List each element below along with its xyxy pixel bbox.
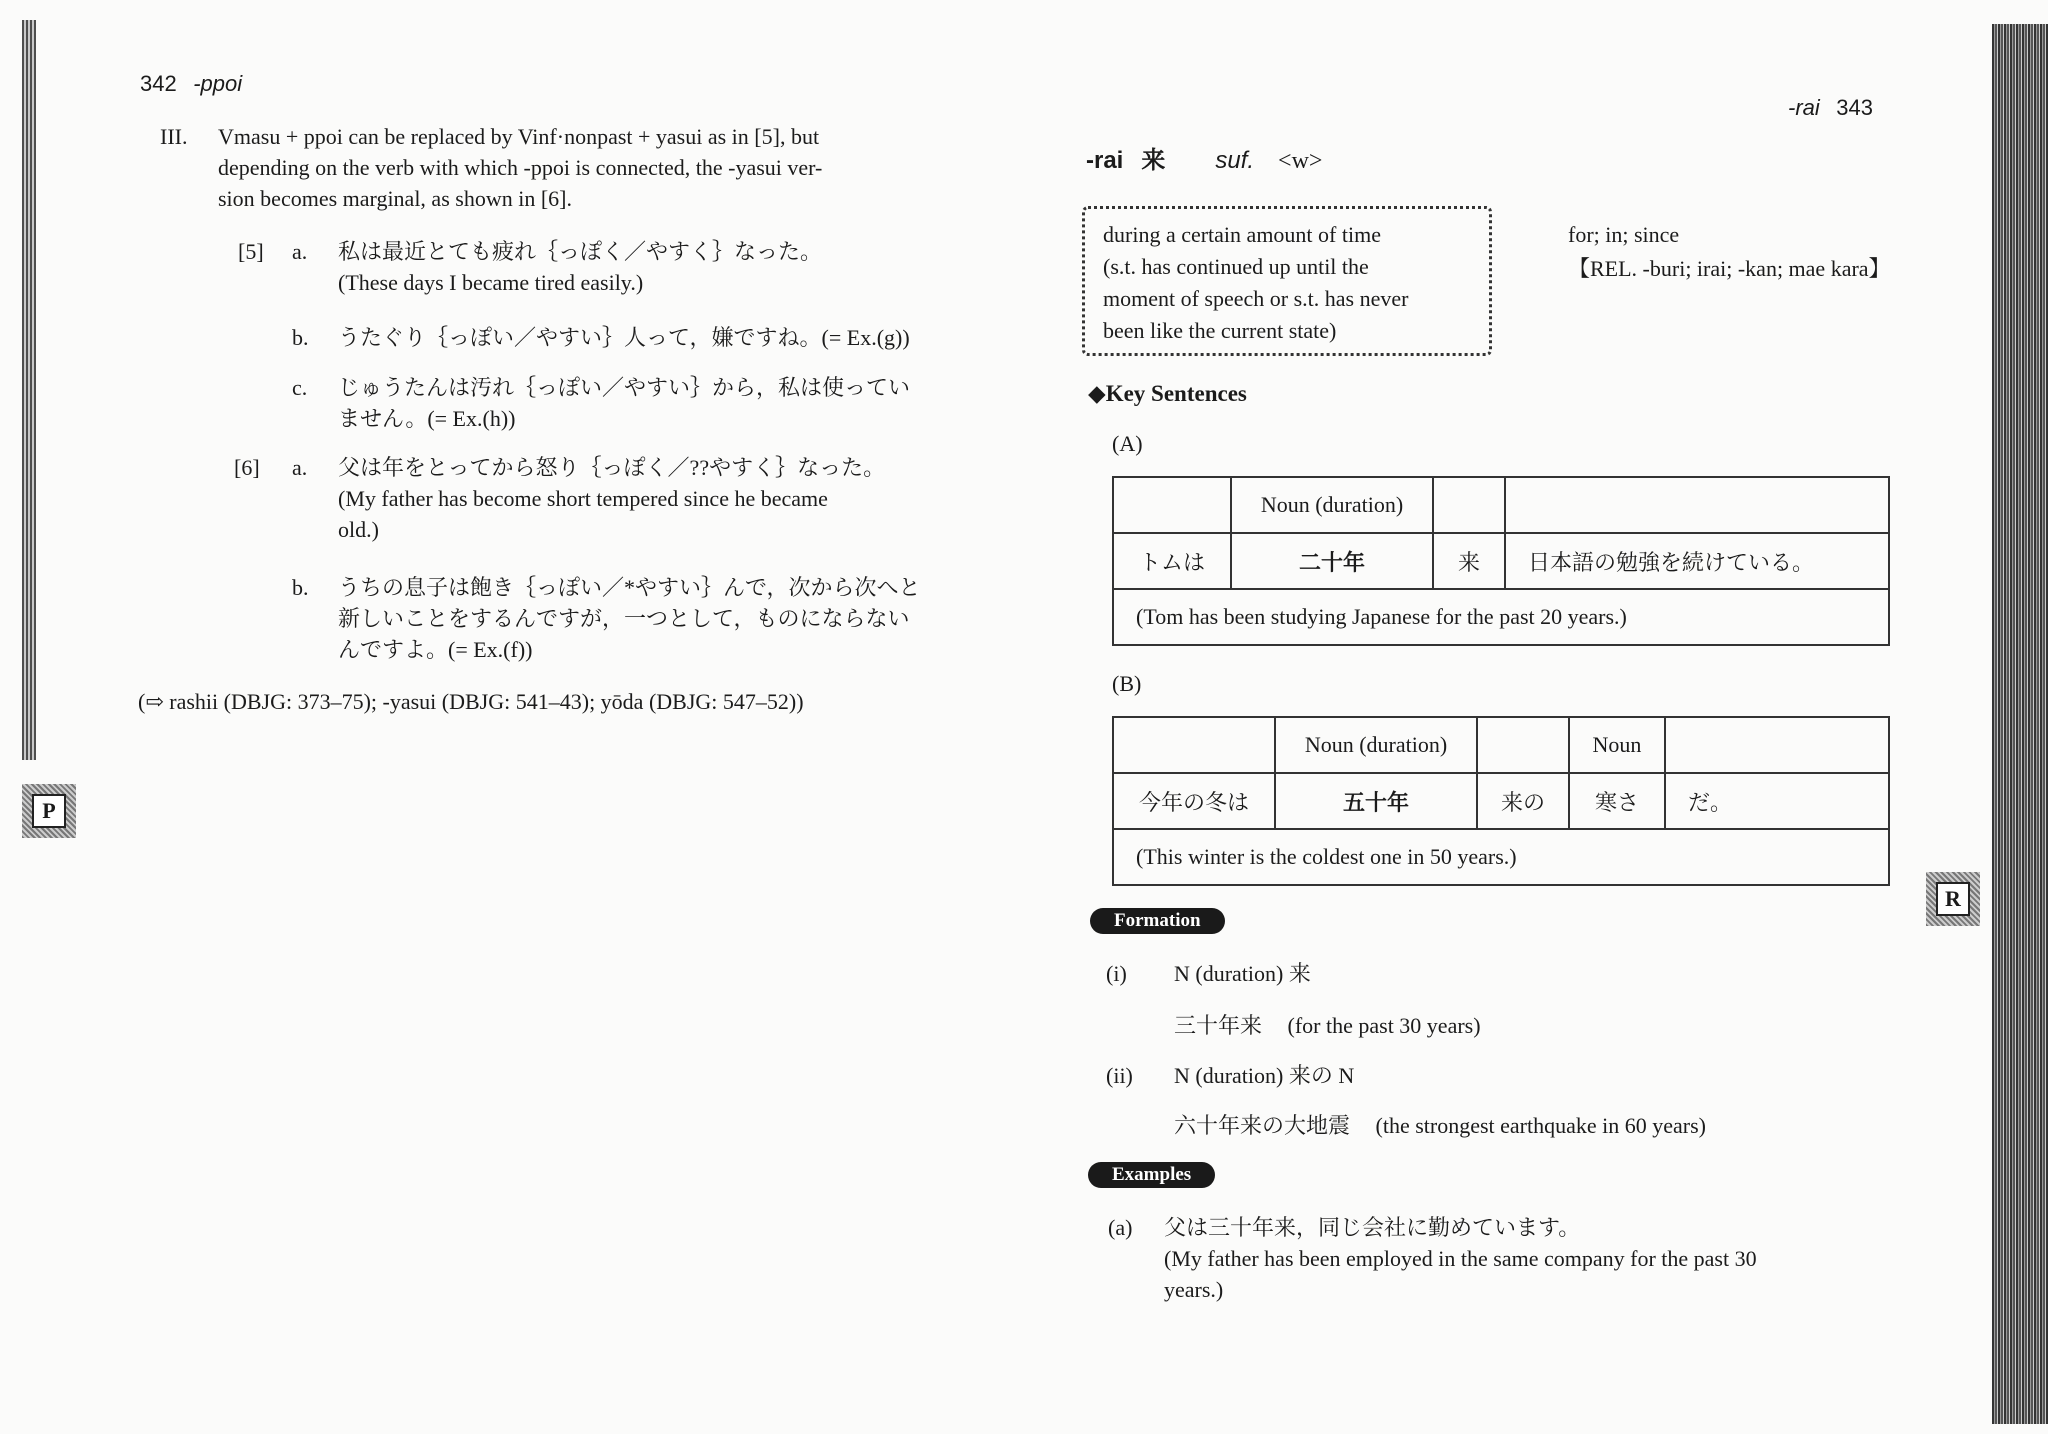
formation-mark-ii: (ii) bbox=[1106, 1063, 1133, 1088]
formation-pattern-ii: N (duration) 来の N bbox=[1174, 1063, 1355, 1088]
key-sentence-label-a: (A) bbox=[1112, 431, 1143, 456]
paragraph-line: sion becomes marginal, as shown in [6]. bbox=[218, 186, 572, 211]
book-spine-right bbox=[1992, 24, 2048, 1424]
example-6a bbox=[338, 452, 885, 545]
example-mark-a: (a) bbox=[1108, 1215, 1133, 1240]
right-running-header: -rai 343 bbox=[1788, 95, 1873, 120]
example-mark: a. bbox=[292, 455, 308, 480]
example-label-6: [6] bbox=[234, 455, 260, 480]
example-5a bbox=[338, 236, 822, 298]
formation-mark-i: (i) bbox=[1106, 961, 1127, 986]
japanese-sentence: 父は年をとってから怒り｛っぽく／??やすく｝なった。 bbox=[338, 455, 886, 480]
thumb-index-tab-r: R bbox=[1926, 872, 1980, 926]
japanese-line: じゅうたんは汚れ｛っぽい／やすい｝から，私は使ってい bbox=[338, 375, 911, 400]
definition-box: during a certain amount of time (s.t. has continued up until the moment of speech or s.t. has never been like the current state) bbox=[1082, 206, 1492, 356]
example-5b: うたぐり｛っぽい／やすい｝人って，嫌ですね。(= Ex.(g)) bbox=[338, 325, 910, 350]
example-5c bbox=[338, 372, 910, 434]
paragraph-line: Vmasu + ppoi can be replaced by Vinf·nonpast + yasui as in [5], but bbox=[218, 124, 820, 149]
english-gloss: for; in; since bbox=[1568, 222, 1680, 247]
example-mark: a. bbox=[292, 239, 308, 264]
english-line: years.) bbox=[1164, 1277, 1224, 1302]
examples-heading: Examples bbox=[1088, 1162, 1215, 1188]
section-numeral: III. bbox=[160, 124, 188, 149]
cross-reference: (⇨ rashii (DBJG: 373–75); -yasui (DBJG: 541–43); yōda (DBJG: 547–52)) bbox=[138, 689, 804, 714]
english-translation: (These days I became tired easily.) bbox=[338, 270, 644, 295]
example-label-5: [5] bbox=[238, 239, 264, 264]
formation-example-i: 三十年来 (for the past 30 years) bbox=[1174, 1013, 1481, 1038]
key-sentence-table-a: Noun (duration) トムは 二十年 来 日本語の勉強を続けている。 (Tom has been studying Japanese for the past 20 years.) bbox=[1112, 476, 1890, 646]
japanese-sentence: 父は三十年来，同じ会社に勤めています。 bbox=[1164, 1215, 1581, 1240]
japanese-line: うちの息子は飽き｛っぽい／*やすい｝んで，次から次へと bbox=[338, 575, 921, 600]
formation-pattern-i: N (duration) 来 bbox=[1174, 961, 1311, 986]
japanese-line: んですよ。(= Ex.(f)) bbox=[338, 637, 533, 662]
thumb-index-tab-p: P bbox=[22, 784, 76, 838]
english-line: old.) bbox=[338, 517, 379, 542]
japanese-sentence: 私は最近とても疲れ｛っぽく／やすく｝なった。 bbox=[338, 239, 823, 264]
key-sentence-table-b: Noun (duration) Noun 今年の冬は 五十年 来の 寒さ だ。 (This winter is the coldest one in 50 years.) bbox=[1112, 716, 1890, 886]
english-line: (My father has been employed in the same company for the past 30 bbox=[1164, 1246, 1757, 1271]
japanese-line: 新しいことをするんですが，一つとして，ものにならない bbox=[338, 606, 910, 631]
example-6b bbox=[338, 572, 921, 665]
book-spine-left bbox=[22, 20, 36, 760]
key-sentences-heading: ◆Key Sentences bbox=[1088, 381, 1247, 406]
example-mark: b. bbox=[292, 575, 309, 600]
left-running-header: 342 -ppoi bbox=[140, 71, 243, 96]
formation-example-ii: 六十年来の大地震 (the strongest earthquake in 60 years) bbox=[1174, 1113, 1707, 1138]
english-line: (My father has become short tempered since he became bbox=[338, 486, 828, 511]
gloss-block bbox=[1568, 218, 1898, 286]
entry-headword: -rai 来 suf. <w> bbox=[1086, 147, 1323, 174]
japanese-line: ません。(= Ex.(h)) bbox=[338, 406, 516, 431]
formation-heading: Formation bbox=[1090, 908, 1225, 934]
paragraph-line: depending on the verb with which -ppoi is connected, the -yasui ver- bbox=[218, 155, 823, 180]
example-mark: c. bbox=[292, 375, 308, 400]
example-mark: b. bbox=[292, 325, 309, 350]
related-entries: 【REL. -buri; irai; -kan; mae kara】 bbox=[1568, 256, 1891, 281]
section-paragraph bbox=[218, 121, 938, 214]
example-a bbox=[1164, 1212, 1894, 1305]
key-sentence-label-b: (B) bbox=[1112, 671, 1142, 696]
